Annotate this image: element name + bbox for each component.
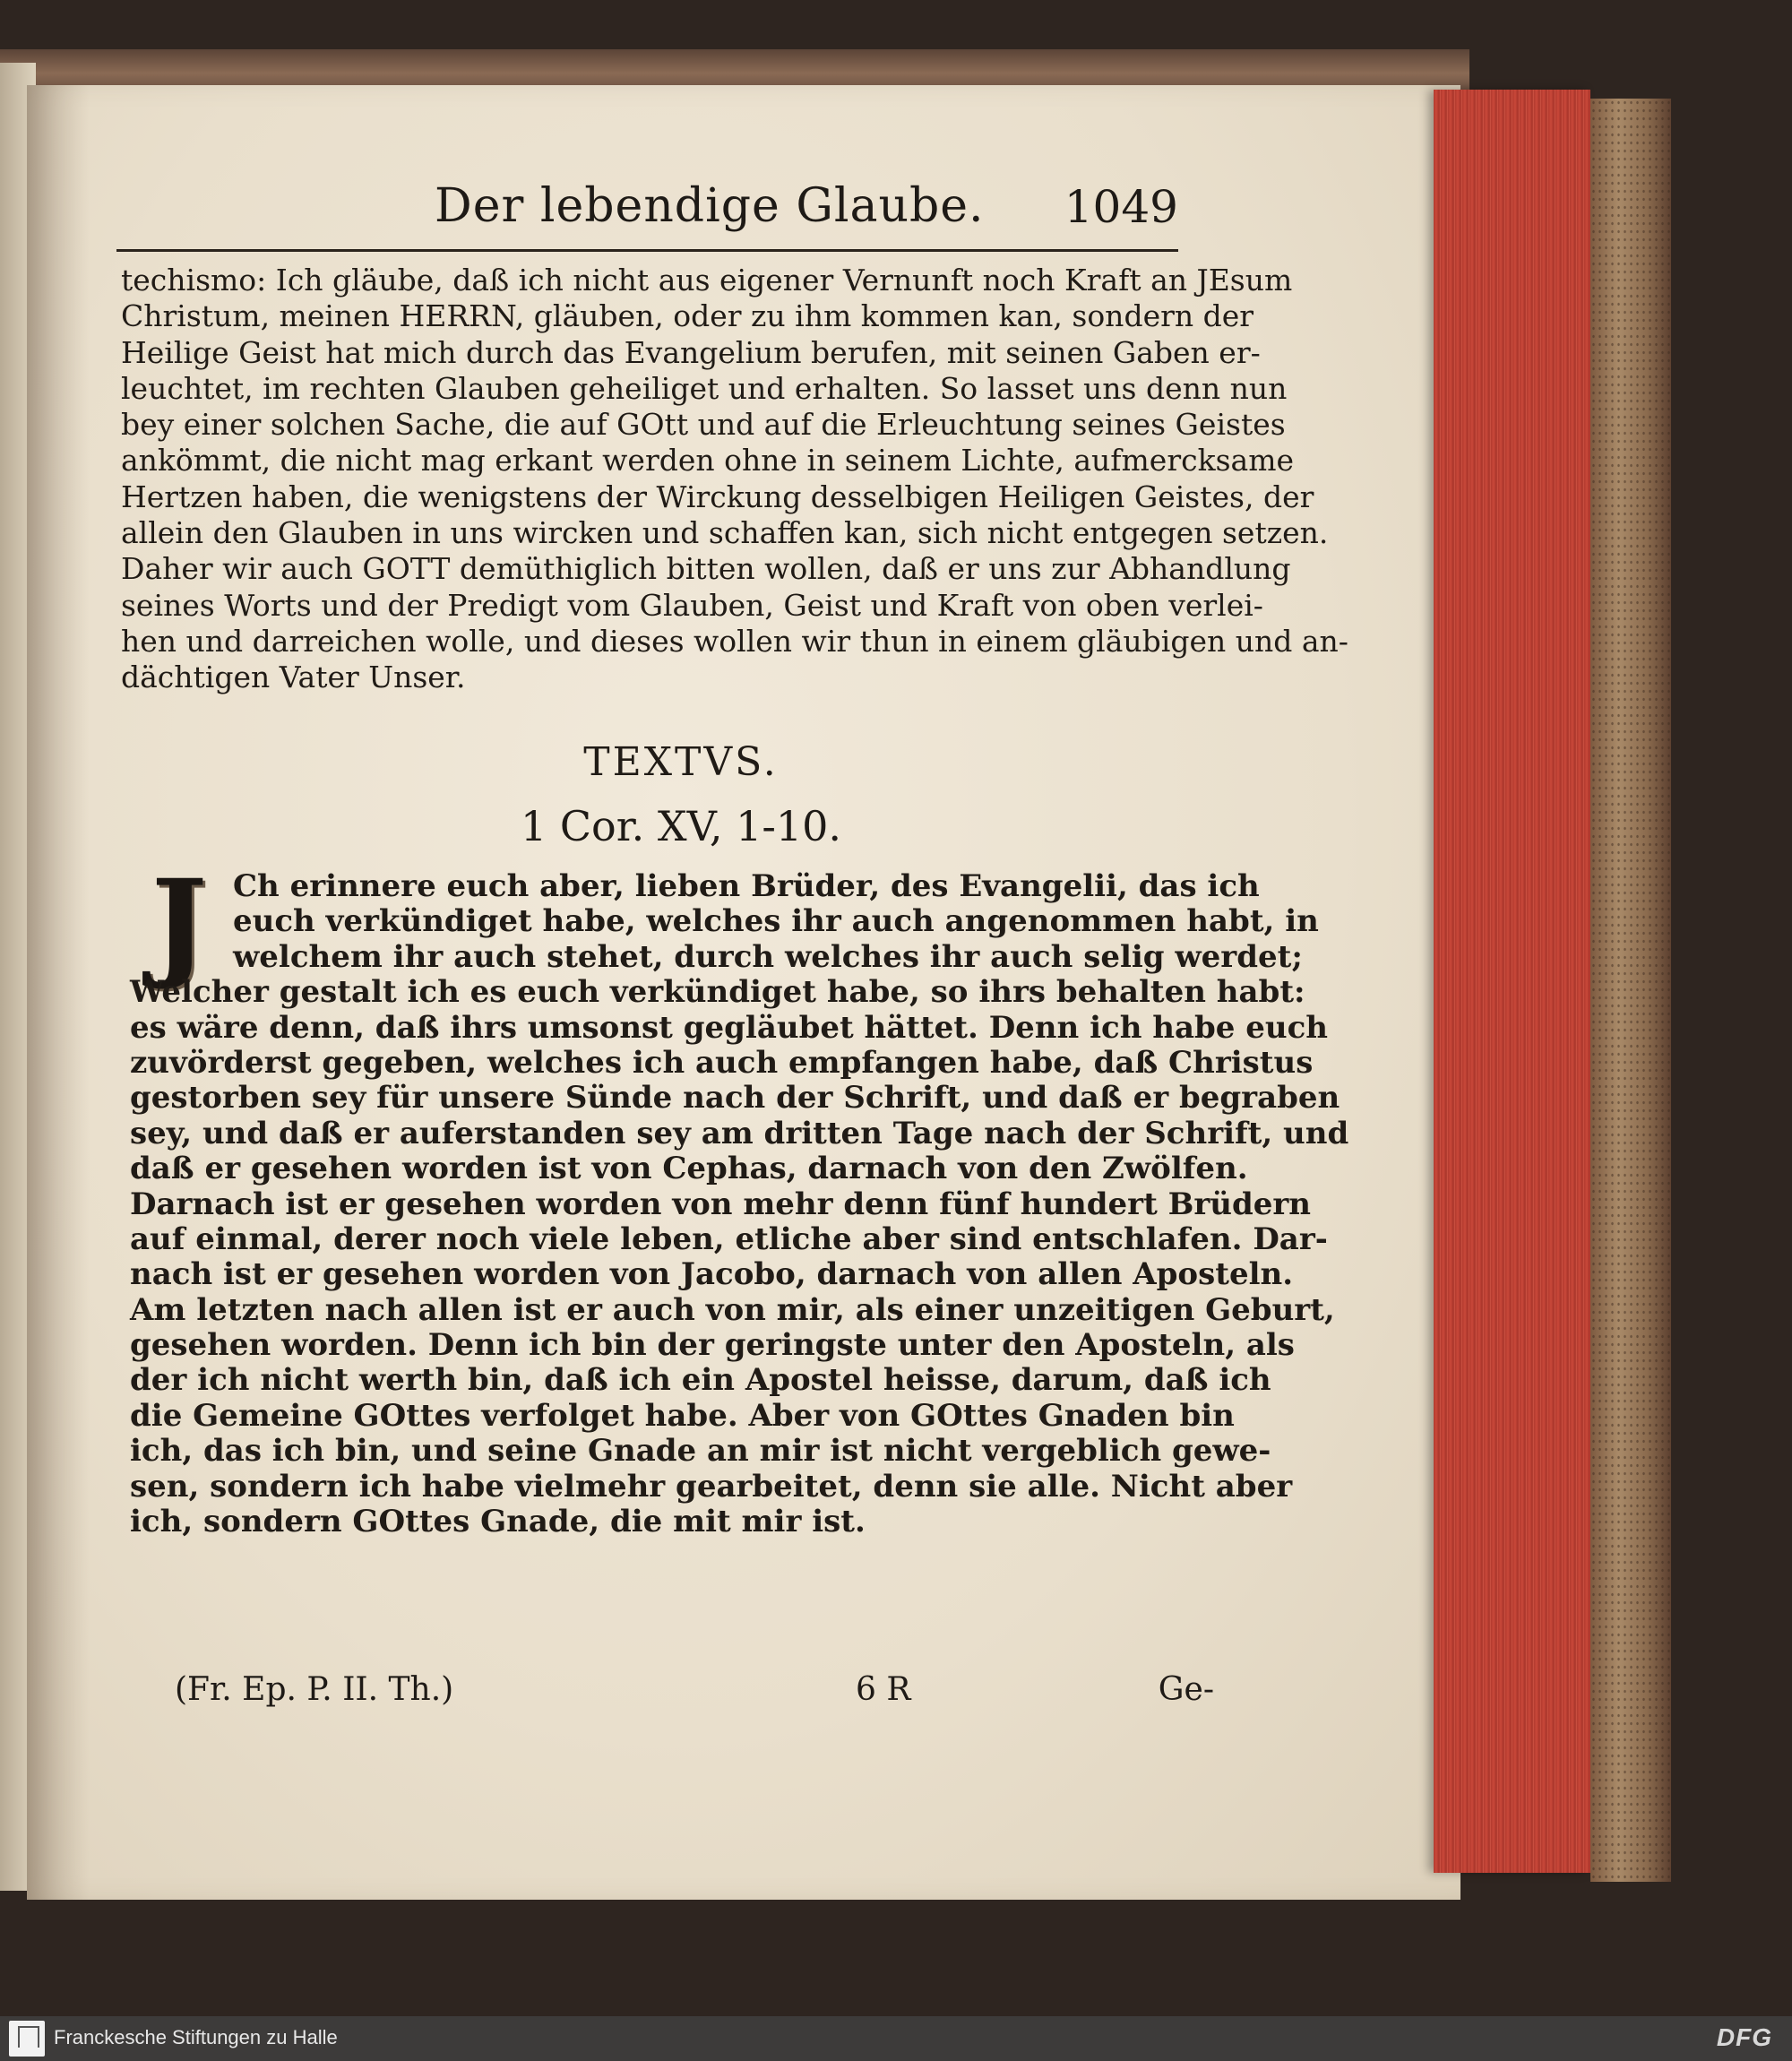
preface-line: Hertzen haben, die wenigstens der Wirckung desselbigen Heiligen Geistes, der bbox=[121, 479, 1314, 514]
scripture-line: gestorben sey für unsere Sünde nach der Schrift, und daß er begraben bbox=[130, 1080, 1340, 1117]
gutter-shadow bbox=[27, 85, 90, 1900]
scripture-line: es wäre denn, daß ihrs umsonst gegläubet hättet. Denn ich habe euch bbox=[130, 1009, 1329, 1046]
scripture-line: daß er gesehen worden ist von Cephas, darnach von den Zwölfen. bbox=[130, 1151, 1248, 1187]
scripture-line: die Gemeine GOttes verfolget habe. Aber von GOttes Gnaden bin bbox=[130, 1397, 1235, 1434]
dfg-logo[interactable]: DFG bbox=[1716, 2023, 1772, 2051]
scripture-line: sey, und daß er auferstanden sey am dritten Tage nach der Schrift, und bbox=[130, 1115, 1349, 1151]
scripture-line: Welcher gestalt ich es euch verkündiget habe, so ihrs behalten habt: bbox=[130, 974, 1305, 1011]
scripture-line: Darnach ist er gesehen worden von mehr denn fünf hundert Brüdern bbox=[130, 1186, 1312, 1222]
scripture-line: gesehen worden. Denn ich bin der geringste unter den Aposteln, als bbox=[130, 1327, 1295, 1364]
catchword: Ge- bbox=[1158, 1671, 1214, 1708]
running-title: Der lebendige Glaube. bbox=[435, 179, 985, 233]
viewer-bottom-bar bbox=[0, 2016, 1792, 2061]
institution-logo-icon[interactable] bbox=[9, 2021, 45, 2057]
scripture-line: welchem ihr auch stehet, durch welches ihr auch selig werdet; bbox=[233, 938, 1303, 975]
scripture-line: Am letzten nach allen ist er auch von mir, als einer unzeitigen Geburt, bbox=[130, 1291, 1335, 1328]
scripture-line: Ch erinnere euch aber, lieben Brüder, des Evangelii, das ich bbox=[233, 868, 1260, 904]
scripture-line: nach ist er gesehen worden von Jacobo, darnach von allen Aposteln. bbox=[130, 1256, 1294, 1293]
scripture-paragraph bbox=[130, 854, 1349, 1540]
preface-line: ankömmt, die nicht mag erkant werden ohne in seinem Lichte, aufmercksame bbox=[121, 443, 1295, 479]
cover-texture bbox=[1590, 99, 1671, 1882]
textus-heading: TEXTVS. bbox=[583, 739, 779, 785]
decorated-initial: J bbox=[151, 854, 208, 993]
scripture-line: ich, das ich bin, und seine Gnade an mir ist nicht vergeblich gewe- bbox=[130, 1433, 1271, 1470]
scripture-line: zuvörderst gegeben, welches ich auch empfangen habe, daß Christus bbox=[130, 1044, 1314, 1081]
scripture-line: auf einmal, derer noch viele leben, etliche aber sind entschlafen. Dar- bbox=[130, 1220, 1328, 1257]
preface-line: leuchtet, im rechten Glauben geheiliget und erhalten. So lasset uns denn nun bbox=[121, 370, 1288, 406]
scripture-line: euch verkündiget habe, welches ihr auch angenommen habt, in bbox=[233, 903, 1319, 940]
preface-line: bey einer solchen Sache, die auf GOtt und auf die Erleuchtung seines Geistes bbox=[121, 407, 1286, 443]
preface-line: techismo: Ich gläube, daß ich nicht aus eigener Vernunft noch Kraft an JEsum bbox=[121, 263, 1293, 298]
page-footer bbox=[175, 1671, 1214, 1725]
scripture-line: sen, sondern ich habe vielmehr gearbeitet, denn sie alle. Nicht aber bbox=[130, 1468, 1293, 1505]
signature-note: (Fr. Ep. P. II. Th.) bbox=[175, 1671, 454, 1708]
red-fore-edge bbox=[1434, 90, 1590, 1873]
page-header bbox=[116, 179, 1178, 251]
preface-paragraph bbox=[121, 263, 1348, 696]
page-number: 1049 bbox=[1064, 181, 1178, 233]
preface-line: seines Worts und der Predigt vom Glauben, Geist und Kraft von oben verlei- bbox=[121, 587, 1263, 623]
textus-heading-box bbox=[560, 739, 802, 785]
scripture-line: ich, sondern GOttes Gnade, die mit mir ist. bbox=[130, 1504, 866, 1540]
scripture-reference: 1 Cor. XV, 1-10. bbox=[520, 802, 842, 850]
preface-line: Christum, meinen HERRN, gläuben, oder zu ihm kommen kan, sondern der bbox=[121, 298, 1254, 334]
preface-line: dächtigen Vater Unser. bbox=[121, 660, 466, 695]
institution-name[interactable]: Franckesche Stiftungen zu Halle bbox=[54, 2026, 338, 2048]
preface-line: Heilige Geist hat mich durch das Evangelium berufen, mit seinen Gaben er- bbox=[121, 334, 1261, 370]
scripture-line: der ich nicht werth bin, daß ich ein Apostel heisse, darum, daß ich bbox=[130, 1362, 1271, 1399]
preface-line: hen und darreichen wolle, und dieses wollen wir thun in einem gläubigen und an- bbox=[121, 623, 1348, 659]
preface-line: allein den Glauben in uns wircken und schaffen kan, sich nicht entgegen setzen. bbox=[121, 515, 1329, 551]
building-icon bbox=[18, 2026, 39, 2048]
book-spine-top bbox=[0, 49, 1469, 90]
signature-mark: 6 R bbox=[856, 1671, 911, 1708]
preface-line: Daher wir auch GOTT demüthiglich bitten wollen, daß er uns zur Abhandlung bbox=[121, 551, 1291, 587]
scripture-reference-box bbox=[466, 802, 896, 850]
header-rule bbox=[116, 249, 1178, 252]
